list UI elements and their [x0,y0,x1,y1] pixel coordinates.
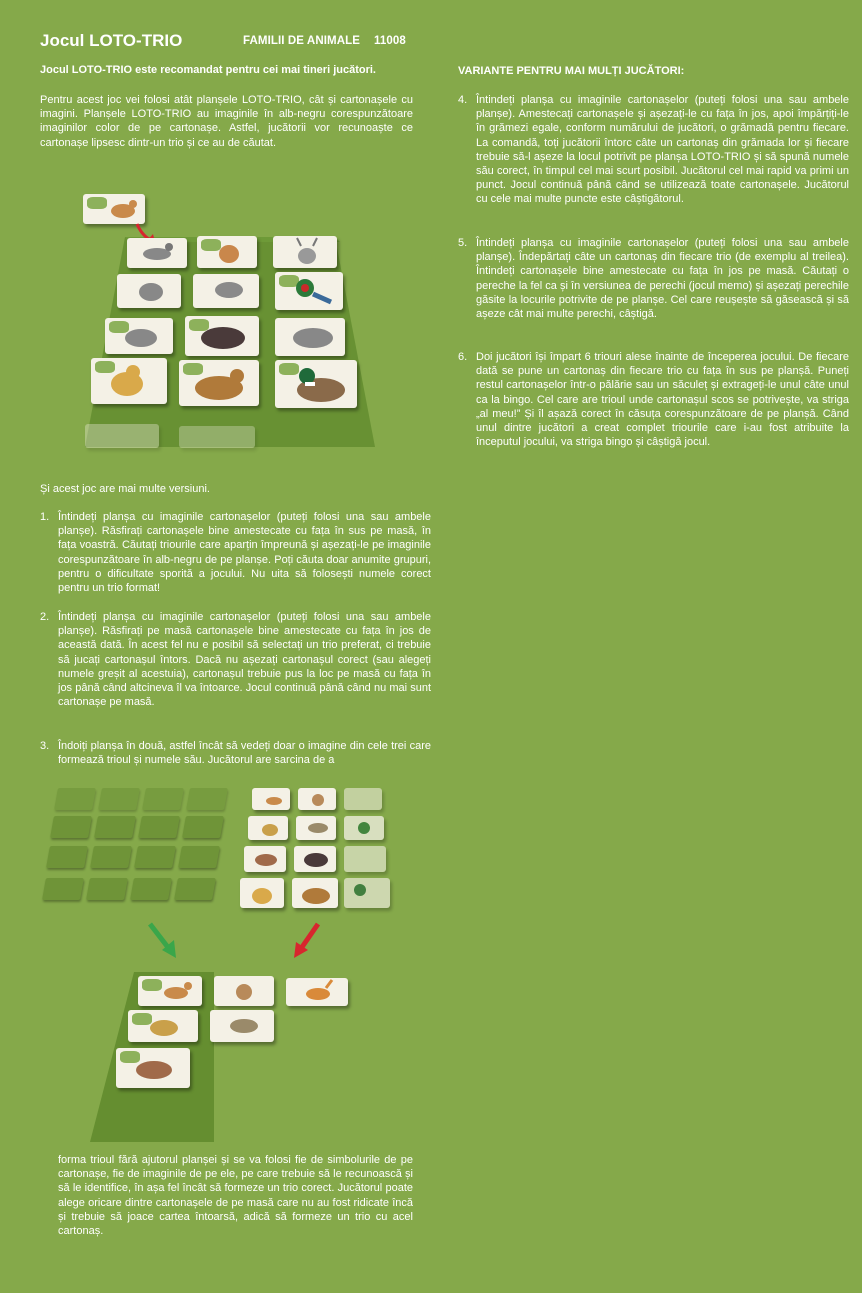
card-fawn-head [197,236,257,268]
rule-number: 4. [458,94,468,106]
mini-card-fawn-head [298,788,336,810]
game-series [243,35,406,47]
rule-item-2 [40,610,431,709]
card-boar-piglet-bw [105,318,173,354]
rule-text: Doi jucători își împart 6 triouri alese înainte de începerea jocului. De fiecare dată se pune un cartonaș din fiecare trio cu fața în sus pe planșă. Puneți restul cartonașelor într-o pălărie sau un săculeț și extrageți-le unul câte unul ca la bingo. Cel care are trioul unde cartonașul scos se potrivește, va striga „al meu!” Și îl așază corect în căsuța corespunzătoare de pe planșă. Când unul dintre jucători a creat complet triourile care i-au fost atribuite la începutul jocului, va striga bingo și câștigă jocul. [476,351,849,449]
card-duckling [91,358,167,404]
mini-card-pheasant [344,816,384,840]
product-code: 11008 [374,35,406,47]
board-with-cards-illustration [75,192,385,460]
rule-item-5 [458,236,849,321]
card-fawn-bw [127,238,187,268]
card-boar-bw [275,318,345,356]
card-mallard [275,360,357,408]
mini-card-duck [292,878,338,908]
board-card-piglet [116,1048,190,1088]
board-card-deer [138,976,202,1006]
rule-item-4 [458,93,849,207]
card-bird-head-bw [193,274,259,308]
intro-lead: Jocul LOTO-TRIO este recomandat pentru cei mai tineri jucători. [40,64,376,76]
mini-card-mallard [344,878,390,908]
mini-card-faded-2 [344,846,386,872]
mini-card-faded-1 [344,788,382,810]
rule-item-1 [40,510,431,595]
mini-card-deer [252,788,290,810]
mini-card-boar [294,846,336,872]
rule-text: Îndoiți planșa în două, astfel încât să vedeți doar o imagine din cele trei care formează trioul și numele său. Jucătorul are sarcina de a [58,740,431,767]
board-card-chick [128,1010,198,1042]
card-faded-1 [85,424,159,448]
drawn-card-buck [286,978,348,1006]
green-arrow-icon [144,920,184,962]
rule-text: Întindeți planșa cu imaginile cartonașelor (puteți folosi una sau ambele planșe). Îndepărtați câte un cartonaș din fiecare trio (de exemplu al treilea). Întindeți cartonașele bine amestecate cu fața în jos pe masă. Căutați o pereche la fel ca și în versiunea de perechi (jocul memo) și așezați perechile găsite la locurile potrivite de pe planșe. Cel care reușește să găsească și să așeze cât mai multe perechi, câștigă. [476,237,849,321]
card-chick-bw [117,274,181,308]
card-faded-2 [179,426,255,448]
rule-item-3-continued: forma trioul fără ajutorul planșei și se va folosi fie de simbolurile de pe cartonașe, fie de imaginile de pe ele, pe care trebuie să le recunoască și să le identifice, în așa fel încât să formeze un trio corect. Jucătorul poate alege oricare dintre cartonașele de pe masă care nu au fost ridicate încă și trebuie să joace cartea întoarsă, adică să formeze un trio cu acel cartonaș. [58,1154,413,1238]
card-female-duck [179,360,259,406]
variants-heading: VARIANTE PENTRU MAI MULȚI JUCĂTORI: [458,65,685,77]
rule-text: Întindeți planșa cu imaginile cartonașelor (puteți folosi una sau ambele planșe). Amestecați cartonașele și așezați-le cu fața în jos, apoi împărțiți-le în grămezi egale, conform numărului de jucători, o grămadă pentru fiecare. La comandă, toți jucătorii întorc câte un cartonaș din grămada lor și fiecare trebuie să-l așeze la locul potrivit pe planșa LOTO-TRIO și să spună numele său corect, în timpul cel mai scurt posibil. Jucătorul cel mai rapid va primi un punct. Jocul continuă până când se utilizează toate cartonașele. Jucătorul cu cele mai multe puncte este câștigătorul. [476,94,849,206]
card-dealing-illustration [40,782,400,1146]
rule-number: 6. [458,351,468,363]
versions-intro: Și acest joc are mai multe versiuni. [40,483,210,495]
board-card-bird-head [210,1010,274,1042]
card-buck-bw [273,236,337,268]
rule-item-3 [40,739,431,767]
rule-number: 1. [40,511,50,523]
mini-card-piglet [244,846,286,872]
mini-card-chick [248,816,288,840]
rule-number: 5. [458,237,468,249]
intro-text: Pentru acest joc vei folosi atât planșele LOTO-TRIO, cât și cartonașele cu imagini. Planșele LOTO-TRIO au imaginile în alb-negru corespunzătoare imaginilor color de pe cartonașe. Astfel, jucătorii vor recunoaște ce cartonașe lipsesc dintr-un trio și ce au de căutat. [40,94,413,149]
rule-text: Întindeți planșa cu imaginile cartonașelor (puteți folosi una sau ambele planșe). Răsfirați cartonașele bine amestecate cu fața în sus pe masă, în fața voastră. Căutați triourile care aparțin împreună și așezați-le pe imaginile corespunzătoare în alb-negru de pe planșe. Poți căuta doar anumite grupuri, pentru o dificultate sporită a jocului. Nu uita să folosești numele corect pentru un trio format! [58,511,431,595]
rule-number: 3. [40,740,50,752]
mini-card-duckling [240,878,284,908]
page-title: Jocul LOTO-TRIO [40,31,183,50]
rule-number: 2. [40,611,50,623]
card-pheasant [275,272,343,310]
mini-card-bird-head [296,816,336,840]
board-card-fawn-head [214,976,274,1006]
card-boar [185,316,259,356]
red-arrow-icon [286,920,326,962]
series-name: FAMILII DE ANIMALE [243,35,361,47]
rule-item-6 [458,350,849,449]
rule-text: Întindeți planșa cu imaginile cartonașelor (puteți folosi una sau ambele planșe). Răsfirați pe masă cartonașele bine amestecate cu fața în jos de această dată. În acest fel nu e posibil să selectați un trio preferat, ci trebuie să jucați cartonașul întors. Dacă nu așezați cartonașul corect (sau alegeți numele greșit al acestuia), cartonașul trebuie pus la loc pe masă cu fața în jos până când altcineva îl va întoarce. Jocul continuă până când nu mai sunt cartonașe pe masă. [58,611,431,709]
